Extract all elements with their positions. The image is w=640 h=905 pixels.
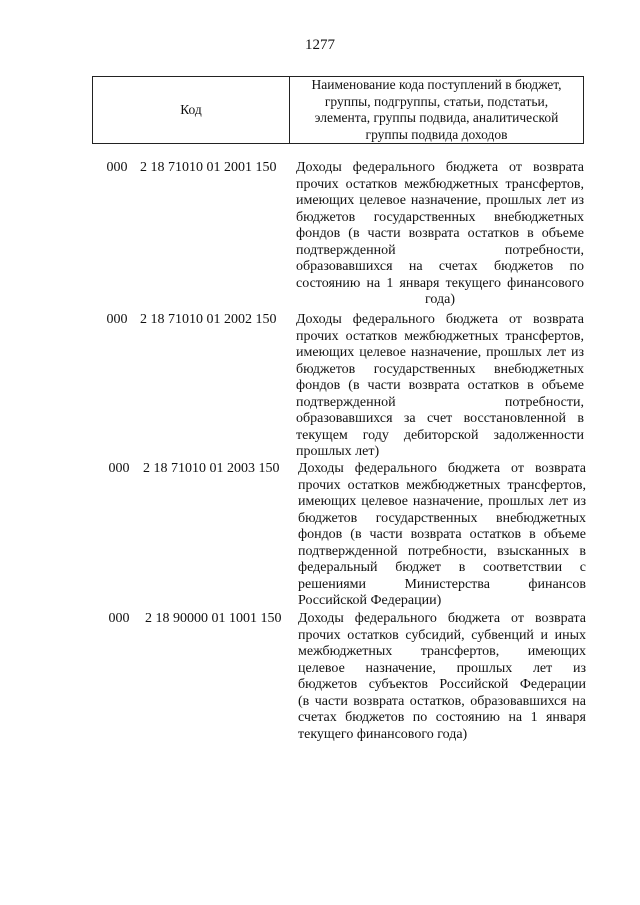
admin-code: 000 [106,312,128,327]
description-line: межбюджетных трансфертов, имеющих [298,644,586,659]
description-line: подтвержденной потребности, [296,242,584,258]
description-line: образовавшихся на счетах бюджетов по [296,259,584,274]
description-line: прошлых лет) [296,444,380,459]
header-name-line: группы подвида доходов [365,126,508,142]
header-name-line: группы, подгруппы, статьи, подстатьи, [324,93,549,109]
revenue-description [298,461,586,610]
description-line: имеющих целевое назначение, прошлых лет из [298,494,586,509]
description-line: счетах бюджетов по состоянию на 1 января [298,710,586,725]
revenue-code: 2 18 90000 01 1001 150 [145,611,282,626]
header-table [92,76,584,144]
revenue-description [298,611,586,743]
description-line: бюджетов субъектов Российской Федерации [298,677,586,692]
description-line: федеральный бюджет в соответствии с [298,560,586,575]
description-line: Доходы федерального бюджета от возврата [296,160,584,175]
description-line: прочих остатков межбюджетных трансфертов, [298,477,586,493]
revenue-code: 2 18 71010 01 2002 150 [140,312,277,327]
description-line: прочих остатков межбюджетных трансфертов, [296,328,584,344]
header-code-label: Код [180,101,202,117]
description-line: Доходы федерального бюджета от возврата [298,461,586,476]
description-line: бюджетов государственных внебюджетных [298,510,586,526]
description-line: бюджетов государственных внебюджетных [296,209,584,225]
revenue-description [296,312,584,461]
description-line: года) [425,292,455,307]
description-line: имеющих целевое назначение, прошлых лет из [296,193,584,208]
description-line: фондов (в части возврата остатков в объеме [296,378,584,393]
description-line: Доходы федерального бюджета от возврата [298,611,586,626]
description-line: (в части возврата остатков, образовавшихся на [298,693,586,709]
description-line: состоянию на 1 января текущего финансового [296,275,584,291]
description-line: подтвержденной потребности, взысканных в [298,543,586,559]
description-line: целевое назначение, прошлых лет из [298,660,586,676]
page-number: 1277 [305,37,335,53]
header-name-cell [290,77,584,144]
description-line: решениями Министерства финансов [298,576,586,592]
description-line: прочих остатков межбюджетных трансфертов, [296,176,584,192]
description-line: текущем году дебиторской задолженности [296,427,584,443]
description-line: имеющих целевое назначение, прошлых лет из [296,345,584,360]
revenue-description [296,160,584,309]
description-line: текущего финансового года) [298,726,468,742]
revenue-code: 2 18 71010 01 2003 150 [143,461,280,476]
description-line: подтвержденной потребности, [296,394,584,410]
description-line: образовавшихся за счет восстановленной в [296,411,584,426]
revenue-code: 2 18 71010 01 2001 150 [140,160,277,175]
description-line: фондов (в части возврата остатков в объеме [298,527,586,542]
admin-code: 000 [106,160,128,175]
description-line: фондов (в части возврата остатков в объеме [296,226,584,241]
admin-code: 000 [108,461,130,476]
header-name-line: элемента, группы подвида, аналитической [314,110,559,125]
admin-code: 000 [108,611,130,626]
description-line: Доходы федерального бюджета от возврата [296,312,584,327]
description-line: прочих остатков субсидий, субвенций и иных [298,627,586,643]
description-line: Российской Федерации) [298,593,442,608]
header-code-cell [93,77,290,144]
description-line: бюджетов государственных внебюджетных [296,361,584,377]
header-name-line: Наименование кода поступлений в бюджет, [311,77,562,92]
